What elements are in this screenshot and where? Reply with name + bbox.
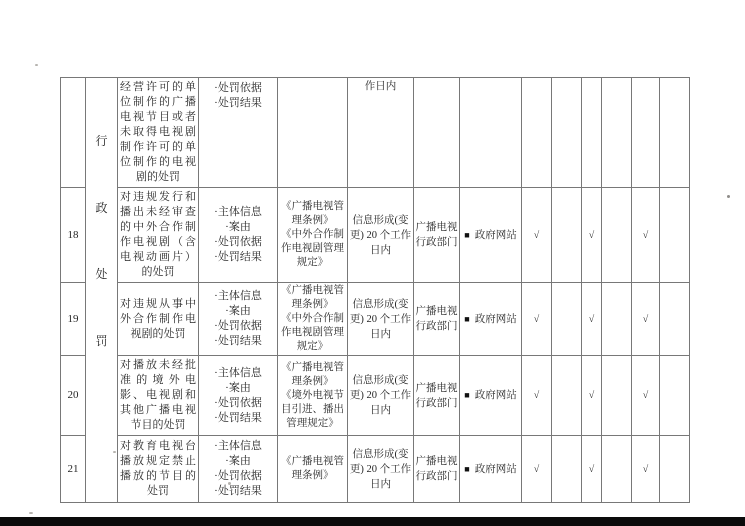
check-cell	[660, 283, 690, 356]
disclosure-item: ·处罚依据	[214, 470, 262, 482]
law-title: 《中外合作制作电视剧管理规定》	[281, 229, 344, 268]
check-cell	[522, 78, 552, 188]
penalty-description: 对教育电视台播放规定禁止播放的节目的处罚	[118, 436, 199, 503]
scan-speck	[113, 451, 116, 453]
check-cell: √	[632, 283, 660, 356]
row-number-cell	[61, 78, 86, 188]
category-char: 处	[95, 267, 108, 281]
row-number-cell: 20	[61, 356, 86, 436]
law-title: 《中外合作制作电视剧管理规定》	[281, 313, 344, 352]
check-cell	[552, 356, 582, 436]
check-cell: √	[582, 283, 602, 356]
row-number-cell: 21	[61, 436, 86, 503]
disclosure-item: ·处罚依据	[214, 396, 262, 409]
disclosure-item: ·案由	[225, 455, 251, 467]
disclosure-items-cell	[199, 283, 278, 356]
check-cell	[552, 436, 582, 503]
scan-speck	[29, 512, 33, 514]
check-cell: √	[582, 356, 602, 436]
disclosure-item: ·主体信息	[214, 206, 262, 218]
department-cell	[414, 78, 460, 188]
disclosure-item: ·处罚结果	[214, 251, 262, 263]
channel-label: 政府网站	[474, 229, 517, 241]
department-cell: 广播电视行政部门	[414, 356, 460, 436]
disclosure-item: ·处罚依据	[214, 236, 262, 248]
check-cell	[602, 78, 632, 188]
check-cell	[660, 188, 690, 283]
category-char: 行	[95, 134, 108, 148]
legal-basis-cell	[278, 283, 348, 356]
channel-label: 政府网站	[474, 463, 517, 475]
disclosure-item: ·处罚依据	[214, 320, 262, 332]
channel-cell	[460, 436, 522, 503]
channel-cell	[460, 78, 522, 188]
channel-cell	[460, 283, 522, 356]
channel-label: 政府网站	[474, 313, 517, 325]
check-cell	[660, 436, 690, 503]
penalty-disclosure-table	[60, 77, 690, 503]
scan-speck	[35, 64, 38, 66]
check-cell: √	[632, 356, 660, 436]
channel-label: 政府网站	[474, 390, 517, 401]
penalty-description: 对播放未经批准的境外电影、电视剧和其他广播电视节目的处罚	[118, 356, 199, 436]
scan-speck	[228, 482, 231, 485]
check-cell	[602, 356, 632, 436]
check-cell	[602, 283, 632, 356]
filled-square-icon: ■	[464, 313, 470, 324]
legal-basis-cell	[278, 188, 348, 283]
legal-basis-cell	[278, 78, 348, 188]
scanner-edge-bar	[0, 517, 745, 526]
check-cell	[582, 78, 602, 188]
check-cell: √	[522, 356, 552, 436]
table-row	[61, 283, 690, 356]
check-cell	[602, 188, 632, 283]
penalty-description: 对违规从事中外合作制作电视剧的处罚	[118, 283, 199, 356]
table-row	[61, 78, 690, 188]
time-limit-cell: 信息形成(变更) 20 个工作日内	[348, 283, 414, 356]
department-cell: 广播电视行政部门	[414, 188, 460, 283]
check-cell: √	[522, 188, 552, 283]
penalty-description: 经营许可的单位制作的广播电视节目或者未取得电视剧制作许可的单位制作的电视剧的处罚	[118, 78, 199, 188]
time-limit-cell: 信息形成(变更) 20 个工作日内	[348, 188, 414, 283]
filled-square-icon: ■	[464, 229, 470, 240]
disclosure-item: ·案由	[225, 221, 251, 233]
table-row	[61, 436, 690, 503]
disclosure-item: ·处罚结果	[214, 335, 262, 347]
check-cell: √	[582, 188, 602, 283]
disclosure-items-cell	[199, 78, 278, 188]
row-number-cell: 19	[61, 283, 86, 356]
disclosure-item: ·处罚结果	[214, 411, 262, 424]
scan-speck	[727, 195, 730, 198]
disclosure-item: ·主体信息	[214, 366, 262, 379]
category-char: 政	[95, 201, 108, 215]
filled-square-icon: ■	[464, 463, 470, 474]
time-limit-cell: 信息形成(变更) 20 个工作日内	[348, 356, 414, 436]
disclosure-item: ·处罚结果	[214, 485, 262, 497]
law-title: 《广播电视管理条例》	[281, 285, 344, 310]
table-row	[61, 188, 690, 283]
disclosure-items-cell	[199, 356, 278, 436]
category-vertical-cell	[86, 78, 118, 503]
disclosure-item: ·主体信息	[214, 440, 262, 452]
legal-basis-cell	[278, 436, 348, 503]
check-cell	[552, 188, 582, 283]
check-cell: √	[522, 283, 552, 356]
law-title: 《广播电视管理条例》	[281, 361, 344, 387]
legal-basis-cell	[278, 356, 348, 436]
disclosure-items-cell	[199, 188, 278, 283]
law-title: 《境外电视节目引进、播出管理规定》	[281, 389, 344, 429]
law-title: 《广播电视管理条例》	[281, 456, 344, 481]
check-cell	[602, 436, 632, 503]
check-cell	[552, 78, 582, 188]
disclosure-items-cell	[199, 436, 278, 503]
check-cell: √	[522, 436, 552, 503]
time-limit-cell: 信息形成(变更) 20 个工作日内	[348, 436, 414, 503]
filled-square-icon: ■	[464, 390, 470, 400]
table-row	[61, 356, 690, 436]
check-cell	[660, 78, 690, 188]
disclosure-item: ·案由	[225, 381, 251, 394]
category-char: 罚	[95, 334, 108, 348]
check-cell: √	[632, 436, 660, 503]
law-title: 《广播电视管理条例》	[281, 201, 344, 226]
check-cell: √	[632, 188, 660, 283]
disclosure-item: ·处罚依据	[214, 82, 262, 94]
check-cell	[632, 78, 660, 188]
disclosure-item: ·案由	[225, 305, 251, 317]
channel-cell	[460, 356, 522, 436]
department-cell: 广播电视行政部门	[414, 283, 460, 356]
penalty-description: 对违规发行和播出未经审查的中外合作制作电视剧（含电视动画片）的处罚	[118, 188, 199, 283]
disclosure-item: ·处罚结果	[214, 97, 262, 109]
disclosure-item: ·主体信息	[214, 290, 262, 302]
row-number-cell: 18	[61, 188, 86, 283]
check-cell	[552, 283, 582, 356]
time-limit-cell: 作日内	[348, 78, 414, 188]
department-cell: 广播电视行政部门	[414, 436, 460, 503]
channel-cell	[460, 188, 522, 283]
check-cell	[660, 356, 690, 436]
check-cell: √	[582, 436, 602, 503]
